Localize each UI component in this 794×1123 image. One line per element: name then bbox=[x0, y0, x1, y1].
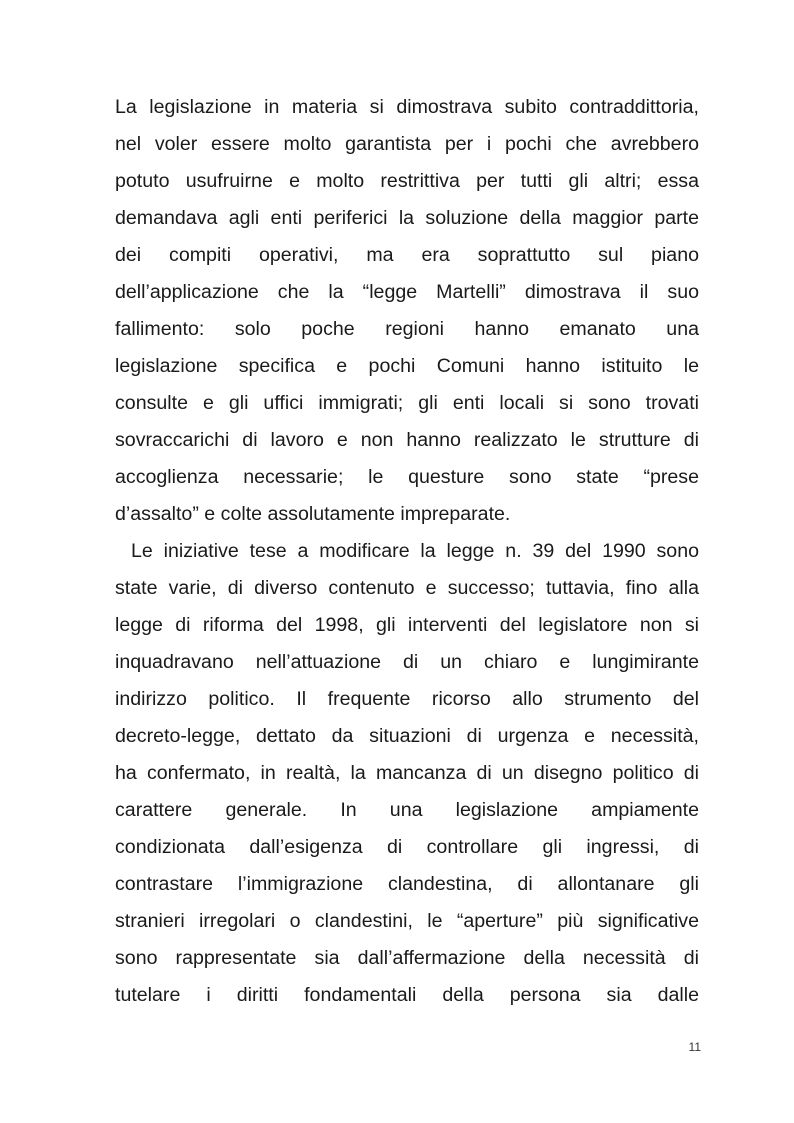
text-line: La legislazione in materia si dimostrava subito contraddittoria, bbox=[115, 96, 699, 118]
text-line: indirizzo politico. Il frequente ricorso allo strumento del bbox=[115, 688, 699, 710]
text-line: decreto-legge, dettato da situazioni di urgenza e necessità, bbox=[115, 725, 699, 747]
page-number: 11 bbox=[688, 1040, 701, 1054]
text-line: contrastare l’immigrazione clandestina, di allontanare gli bbox=[115, 873, 699, 895]
text-line: Le iniziative tese a modificare la legge n. 39 del 1990 sono bbox=[131, 540, 699, 562]
body-text bbox=[115, 89, 699, 1014]
text-line: state varie, di diverso contenuto e successo; tuttavia, fino alla bbox=[115, 577, 699, 599]
text-line: condizionata dall’esigenza di controllare gli ingressi, di bbox=[115, 836, 699, 858]
text-line: accoglienza necessarie; le questure sono state “prese bbox=[115, 466, 699, 488]
text-line: ha confermato, in realtà, la mancanza di un disegno politico di bbox=[115, 762, 699, 784]
text-line: legislazione specifica e pochi Comuni hanno istituito le bbox=[115, 355, 699, 377]
text-line: dei compiti operativi, ma era soprattutto sul piano bbox=[115, 244, 699, 266]
text-line: d’assalto” e colte assolutamente impreparate. bbox=[115, 503, 511, 525]
text-line: inquadravano nell’attuazione di un chiaro e lungimirante bbox=[115, 651, 699, 673]
text-line: tutelare i diritti fondamentali della persona sia dalle bbox=[115, 984, 699, 1006]
text-line: demandava agli enti periferici la soluzione della maggior parte bbox=[115, 207, 699, 229]
text-line: sono rappresentate sia dall’affermazione della necessità di bbox=[115, 947, 699, 969]
text-line: dell’applicazione che la “legge Martelli” dimostrava il suo bbox=[115, 281, 699, 303]
text-line: potuto usufruirne e molto restrittiva per tutti gli altri; essa bbox=[115, 170, 699, 192]
text-line: carattere generale. In una legislazione ampiamente bbox=[115, 799, 699, 821]
text-line: stranieri irregolari o clandestini, le “aperture” più significative bbox=[115, 910, 699, 932]
text-line: nel voler essere molto garantista per i pochi che avrebbero bbox=[115, 133, 699, 155]
text-line: sovraccarichi di lavoro e non hanno realizzato le strutture di bbox=[115, 429, 699, 451]
text-line: legge di riforma del 1998, gli interventi del legislatore non si bbox=[115, 614, 699, 636]
text-line: consulte e gli uffici immigrati; gli enti locali si sono trovati bbox=[115, 392, 699, 414]
text-line: fallimento: solo poche regioni hanno emanato una bbox=[115, 318, 699, 340]
